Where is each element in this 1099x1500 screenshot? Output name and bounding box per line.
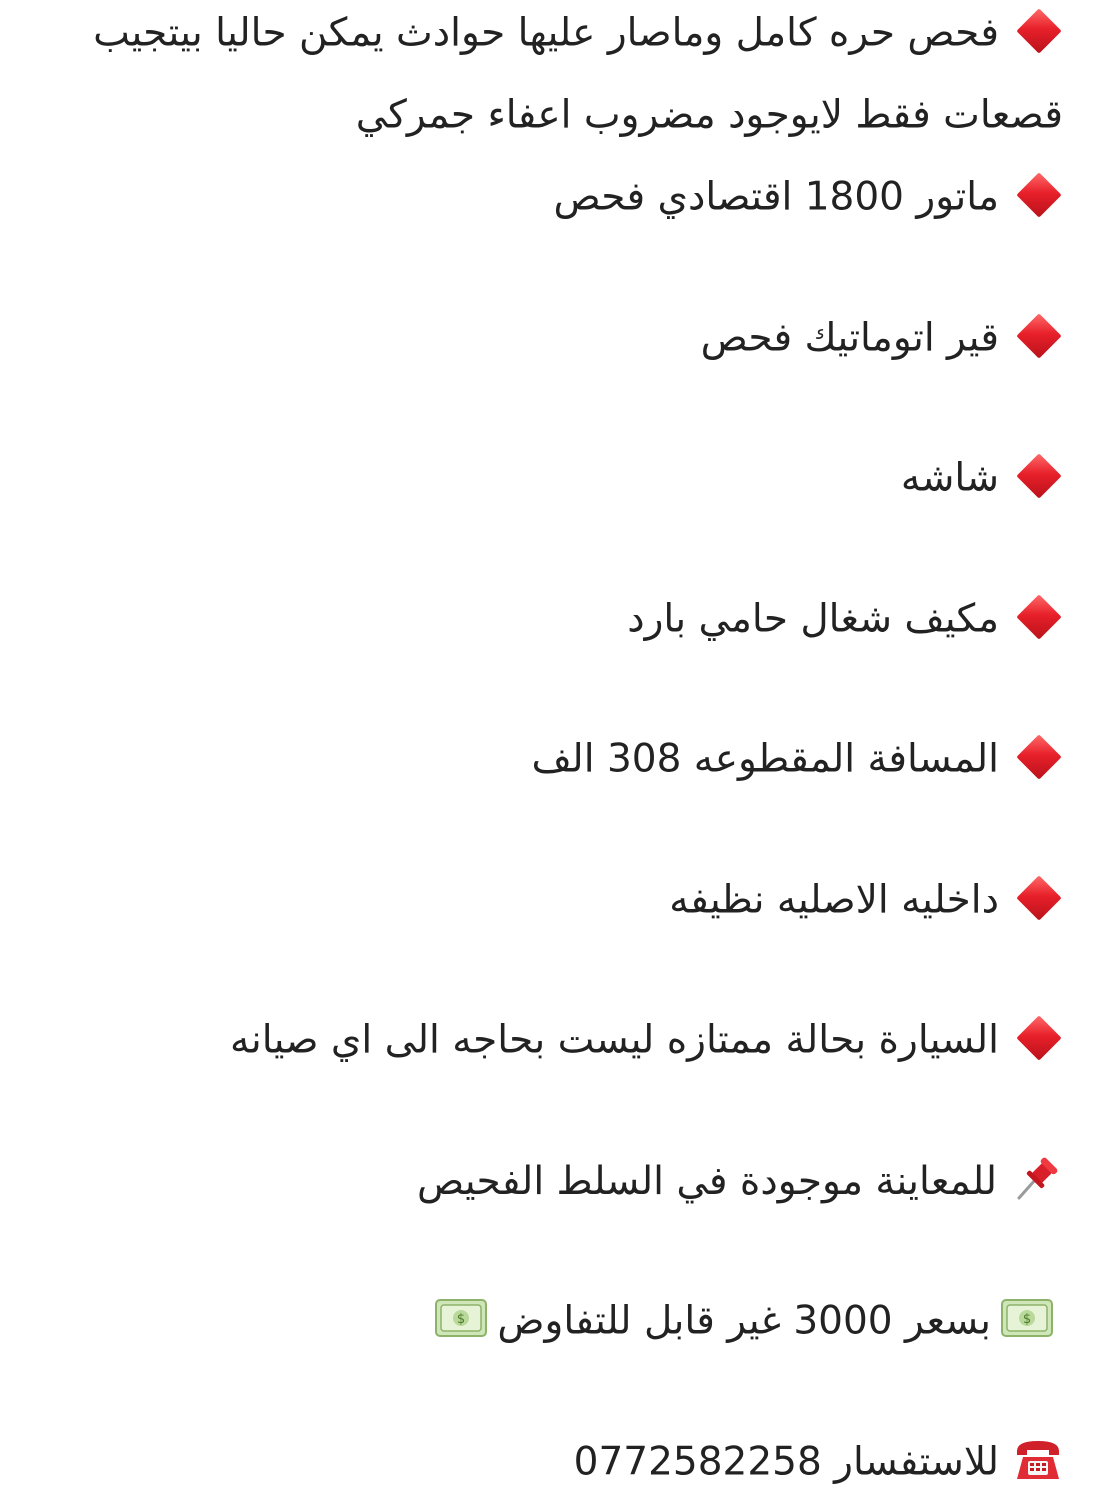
line-mileage — [36, 734, 1063, 784]
red-diamond-icon — [1016, 313, 1061, 358]
svg-text:$: $ — [457, 1311, 466, 1327]
line-text: للمعاينة موجودة في السلط الفحيص — [416, 1159, 997, 1204]
line-engine — [36, 172, 1063, 222]
line-interior — [36, 875, 1063, 925]
banknote-icon — [1001, 1299, 1053, 1337]
line-ac — [36, 594, 1063, 644]
red-diamond-icon — [1016, 172, 1061, 217]
line-condition — [36, 1015, 1063, 1065]
red-diamond-icon — [1016, 453, 1061, 498]
red-diamond-icon — [1016, 1015, 1061, 1060]
line-text: للاستفسار 0772582258 — [573, 1439, 999, 1485]
banknote-icon — [435, 1299, 487, 1337]
pushpin-icon — [1011, 1152, 1063, 1204]
line-text: المسافة المقطوعه 308 الف — [531, 736, 999, 782]
line-inspection — [36, 8, 1063, 58]
line-gearbox — [36, 313, 1063, 363]
line-inspection-cont — [36, 90, 1063, 140]
line-text: شاشه — [900, 455, 999, 501]
line-text: بسعر 3000 غير قابل للتفاوض — [497, 1298, 991, 1344]
line-text: قصعات فقط لايوجود مضروب اعفاء جمركي — [355, 92, 1063, 138]
line-price — [36, 1296, 1063, 1346]
line-text: فحص حره كامل وماصار عليها حوادث يمكن حاليا بيتجيب — [93, 10, 999, 56]
line-contact — [36, 1437, 1063, 1487]
telephone-icon — [1013, 1435, 1063, 1483]
svg-text:$: $ — [1022, 1311, 1032, 1327]
red-diamond-icon — [1016, 8, 1061, 53]
line-text: قير اتوماتيك فحص — [700, 315, 999, 361]
line-text: داخليه الاصليه نظيفه — [669, 877, 999, 923]
red-diamond-icon — [1016, 594, 1061, 639]
red-diamond-icon — [1016, 875, 1061, 920]
line-text: ماتور 1800 اقتصادي فحص — [553, 174, 999, 220]
line-text: السيارة بحالة ممتازه ليست بحاجه الى اي صيانه — [229, 1017, 999, 1063]
red-diamond-icon — [1016, 734, 1061, 779]
line-location — [36, 1156, 1063, 1208]
line-text: مكيف شغال حامي بارد — [627, 596, 999, 642]
line-screen — [36, 453, 1063, 503]
